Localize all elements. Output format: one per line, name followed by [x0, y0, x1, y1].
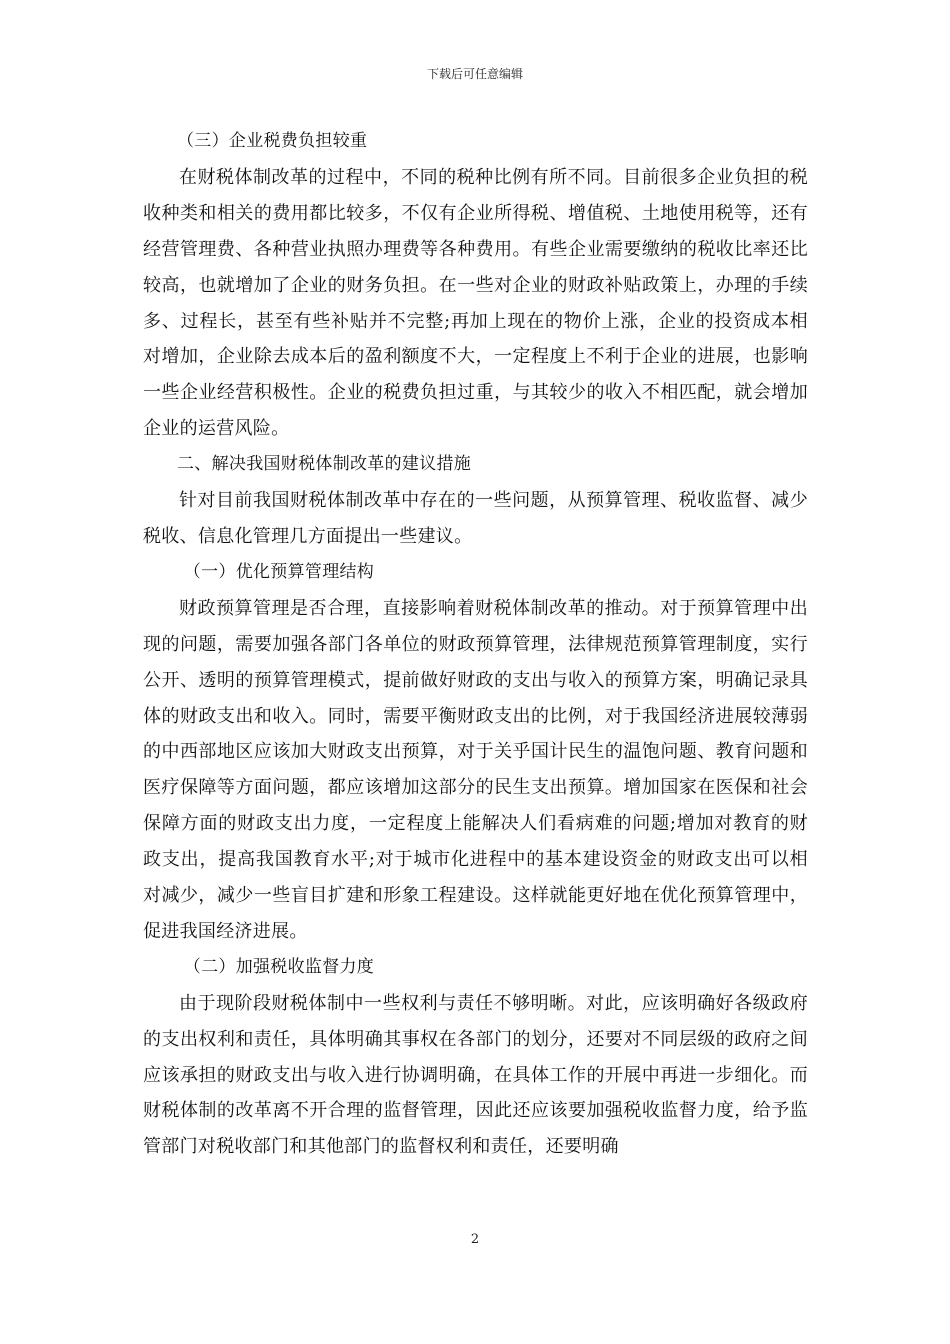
paragraph-budget-management: 财政预算管理是否合理，直接影响着财税体制改革的推动。对于预算管理中出现的问题，需要加强各部门各单位的财政预算管理，法律规范预算管理制度，实行公开、透明的预算管理模式，提前做好财政的支出与收入的预算方案，明确记录具体的财政支出和收入。同时，需要平衡财政支出的比例，对于我国经济进展较薄弱的中西部地区应该加大财政支出预算，对于关乎国计民生的温饱问题、教育问题和医疗保障等方面问题，都应该增加这部分的民生支出预算。增加国家在医保和社会保障方面的财政支出力度，一定程度上能解决人们看病难的问题;增加对教育的财政支出，提高我国教育水平;对于城市化进程中的基本建设资金的财政支出可以相对减少，减少一些盲目扩建和形象工程建设。这样就能更好地在优化预算管理中，促进我国经济进展。 [143, 597, 808, 942]
paragraph-tax-supervision: 由于现阶段财税体制中一些权利与责任不够明晰。对此，应该明确好各级政府的支出权利和责任，具体明确其事权在各部门的划分，还要对不同层级的政府之间应该承担的财政支出与收入进行协调明确，在具体工作的开展中再进一步细化。而财税体制的改革离不开合理的监督管理，因此还应该要加强税收监督力度，给予监管部门对税收部门和其他部门的监督权利和责任，还要明确 [143, 992, 808, 1158]
section-heading-1: （一）优化预算管理结构 [183, 561, 375, 582]
paragraph-intro: 针对目前我国财税体制改革中存在的一些问题，从预算管理、税收监督、减少税收、信息化管理几方面提出一些建议。 [143, 490, 808, 547]
paragraph-tax-burden: 在财税体制改革的过程中，不同的税种比例有所不同。目前很多企业负担的税收种类和相关的费用都比较多，不仅有企业所得税、增值税、土地使用税等，还有经营管理费、各种营业执照办理费等各种费用。有些企业需要缴纳的税收比率还比较高，也就增加了企业的财务负担。在一些对企业的财政补贴政策上，办理的手续多、过程长，甚至有些补贴并不完整;再加上现在的物价上涨，企业的投资成本相对增加，企业除去成本后的盈利额度不大，一定程度上不利于企业的进展，也影响一些企业经营积极性。企业的税费负担过重，与其较少的收入不相匹配，就会增加企业的运营风险。 [143, 166, 808, 440]
page-number: 2 [470, 1232, 480, 1247]
document-body [143, 124, 808, 1165]
section-heading-2: （二）加强税收监督力度 [183, 956, 375, 977]
section-heading-3: （三）企业税费负担较重 [177, 131, 368, 151]
part-heading-2: 二、解决我国财税体制改革的建议措施 [177, 454, 472, 475]
page-header: 下载后可任意编辑 [426, 67, 523, 81]
